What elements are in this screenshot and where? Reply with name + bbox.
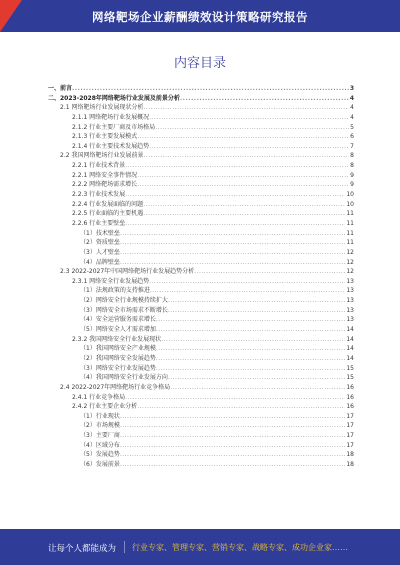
page-header [0,0,400,32]
toc-leader-dots [150,286,346,296]
toc-entry-page: 14 [346,335,354,343]
toc-entry-page: 13 [346,287,354,295]
toc-entry[interactable] [48,94,354,104]
toc-entry-text: 2.1.2 行业主要厂商及市场格局 [72,123,156,131]
toc-entry-page: 9 [350,171,354,179]
toc-entry-text: 2.1.3 行业主要发展模式 [72,133,138,141]
toc-entry-page: 17 [346,441,354,449]
toc-entry[interactable] [48,286,354,296]
toc-entry-page: 4 [350,104,354,112]
toc-leader-dots [149,142,349,152]
toc-entry[interactable] [48,354,354,364]
toc-entry-page: 12 [346,248,354,256]
toc-entry-text: 2.2 我国网络靶场行业发展前景 [60,152,144,160]
toc-entry-page: 4 [349,94,354,102]
toc-leader-dots [180,94,349,104]
toc-leader-dots [155,123,349,133]
toc-entry[interactable] [48,364,354,374]
toc-entry-page: 17 [346,412,354,420]
toc-entry-page: 11 [346,229,354,237]
toc-entry-page: 14 [346,354,354,362]
toc-entry[interactable] [48,190,354,200]
toc-leader-dots [137,402,345,412]
toc-entry-text: 2.2.1 行业技术背景 [72,162,126,170]
toc-leader-dots [125,161,349,171]
toc-entry-text: （6）发展前景 [80,460,120,468]
toc-entry-text: （5）网络安全人才需求增加 [80,326,156,334]
toc-entry[interactable] [48,277,354,287]
toc-entry-page: 6 [350,133,354,141]
toc-entry[interactable] [48,296,354,306]
toc-leader-dots [143,200,345,210]
toc-leader-dots [120,229,346,239]
page-footer [0,529,400,565]
toc-entry[interactable] [48,335,354,345]
toc-entry-text: （3）网络安全市场需求不断增长 [80,306,168,314]
toc-entry-page: 16 [346,393,354,401]
toc-leader-dots [137,171,349,181]
toc-entry-page: 18 [346,460,354,468]
toc-entry[interactable] [48,180,354,190]
toc-leader-dots [120,460,346,470]
toc-entry[interactable] [48,450,354,460]
toc-entry[interactable] [48,421,354,431]
toc-entry[interactable] [48,315,354,325]
toc-entry-text: （4）品牌壁垒 [80,258,120,266]
toc-entry-text: （1）法规政策的支持推进 [80,287,150,295]
toc-entry-page: 16 [346,403,354,411]
toc-entry[interactable] [48,113,354,123]
toc-leader-dots [170,383,345,393]
toc-entry[interactable] [48,306,354,316]
toc-entry[interactable] [48,84,354,94]
toc-leader-dots [120,248,346,258]
toc-entry-page: 12 [346,268,354,276]
toc-entry-text: （1）我国网络安全产业规模 [80,345,156,353]
toc-entry[interactable] [48,229,354,239]
toc-entry[interactable] [48,267,354,277]
toc-entry-text: （4）我国网络安全行业发展方向 [80,374,168,382]
toc-entry-text: （2）资质壁垒 [80,239,120,247]
toc-entry-page: 14 [346,345,354,353]
toc-entry-text: （5）发展趋势 [80,451,120,459]
toc-entry[interactable] [48,412,354,422]
toc-entry-text: 2.3.2 我国网络安全行业发展现状 [72,335,162,343]
toc-entry-text: 2.2.3 行业技术发展 [72,191,126,199]
toc-entry[interactable] [48,219,354,229]
toc-entry[interactable] [48,142,354,152]
toc-entry[interactable] [48,132,354,142]
toc-entry-text: 2.2.1 网络安全事件情况 [72,171,138,179]
toc-leader-dots [125,219,345,229]
toc-leader-dots [125,393,345,403]
toc-leader-dots [161,335,345,345]
toc-entry-page: 15 [346,374,354,382]
toc-entry-page: 9 [350,181,354,189]
toc-leader-dots [143,151,349,161]
toc-leader-dots [149,277,345,287]
toc-entry-text: （1）技术壁垒 [80,229,120,237]
toc-entry[interactable] [48,383,354,393]
toc-entry-page: 8 [350,162,354,170]
toc-entry-text: 2.1.4 行业主要技术发展趋势 [72,142,150,150]
toc-entry-text: 2.2.6 行业主要壁垒 [72,219,126,227]
toc-entry-page: 8 [350,152,354,160]
toc-entry[interactable] [48,200,354,210]
toc-entry-page: 12 [346,258,354,266]
toc-entry-text: （3）主要厂商 [80,432,120,440]
footer-slogan-right: 行业专家、管理专家、营销专家、战略专家、成功企业家…… [132,543,348,552]
toc-entry[interactable] [48,123,354,133]
toc-entry-page: 11 [346,239,354,247]
toc-entry-text: 2.2.2 网络靶场需求增长 [72,181,138,189]
toc-entry-page: 7 [350,142,354,150]
toc-entry-page: 3 [349,85,354,92]
toc-leader-dots [143,209,345,219]
toc-entry[interactable] [48,460,354,470]
toc-entry[interactable] [48,325,354,335]
toc-entry-page: 16 [346,383,354,391]
toc-leader-dots [120,412,346,422]
report-title: 网络靶场企业薪酬绩效设计策略研究报告 [92,10,308,24]
toc-entry-text: （2）我国网络安全发展趋势 [80,354,156,362]
toc-leader-dots [156,325,346,335]
toc-entry[interactable] [48,248,354,258]
toc-entry[interactable] [48,151,354,161]
toc-leader-dots [156,354,346,364]
toc-entry-page: 11 [346,219,354,227]
toc-entry[interactable] [48,441,354,451]
toc-entry-text: 2.1 网络靶场行业发展现状分析 [60,104,144,112]
toc-leader-dots [168,306,346,316]
toc-leader-dots [72,84,349,94]
toc-entry-text: 二、2023-2028年网络靶场行业发展及前景分析 [48,94,180,102]
toc-leader-dots [120,431,346,441]
toc-entry-text: 2.1.1 网络靶场行业发展概况 [72,113,150,121]
toc-entry[interactable] [48,161,354,171]
toc-entry-page: 10 [346,191,354,199]
toc-leader-dots [194,267,345,277]
toc-entry-page: 18 [346,451,354,459]
toc-entry-text: 2.3.1 网络安全行业发展趋势 [72,277,150,285]
toc-entry[interactable] [48,103,354,113]
toc-entry-page: 13 [346,316,354,324]
toc-entry-page: 15 [346,364,354,372]
toc-entry[interactable] [48,171,354,181]
toc-leader-dots [168,296,346,306]
toc-leader-dots [137,132,349,142]
toc-entry-text: （2）网络安全行业规模持续扩大 [80,297,168,305]
toc-entry-text: 2.4 2022-2027年网络靶场行业竞争格局 [60,383,171,391]
toc-entry-page: 11 [346,210,354,218]
toc-leader-dots [156,364,346,374]
toc-entry-page: 13 [346,297,354,305]
toc-entry-page: 4 [350,113,354,121]
toc-entry-page: 5 [350,123,354,131]
toc-entry-text: 2.4.2 行业主要企业分析 [72,403,138,411]
toc-entry-text: 2.4.1 行业竞争格局 [72,393,126,401]
toc-entry-page: 13 [346,277,354,285]
toc-entry[interactable] [48,209,354,219]
toc-leader-dots [156,344,346,354]
footer-divider [124,541,125,553]
toc-entry-text: （3）网络安全行业发展趋势 [80,364,156,372]
toc-entry-text: （4）区域分布 [80,441,120,449]
table-of-contents [48,84,354,470]
toc-entry[interactable] [48,431,354,441]
toc-leader-dots [120,421,346,431]
toc-entry-page: 17 [346,422,354,430]
toc-entry[interactable] [48,258,354,268]
toc-entry-text: （1）行业现状 [80,412,120,420]
toc-entry[interactable] [48,238,354,248]
footer-slogan-left: 让每个人都能成为 [48,544,117,554]
toc-entry-text: 一、前言 [48,85,73,92]
toc-leader-dots [120,450,346,460]
toc-entry-text: 2.2.4 行业发展面临的问题 [72,200,144,208]
toc-entry-text: （2）市场规模 [80,422,120,430]
toc-entry-text: （3）人才壁垒 [80,248,120,256]
toc-leader-dots [120,238,346,248]
toc-entry[interactable] [48,402,354,412]
toc-leader-dots [168,373,346,383]
toc-leader-dots [120,441,346,451]
toc-entry-text: （4）安全运营服务需求增长 [80,316,156,324]
toc-entry-page: 17 [346,432,354,440]
toc-entry-text: 2.2.5 行业面临的主要机遇 [72,210,144,218]
toc-heading: 内容目录 [173,56,226,71]
toc-entry[interactable] [48,373,354,383]
toc-leader-dots [137,180,349,190]
toc-leader-dots [156,315,346,325]
toc-entry-text: 2.3 2022-2027年中国网络靶场行业发展趋势分析 [60,268,195,276]
toc-entry-page: 10 [346,200,354,208]
toc-leader-dots [125,190,345,200]
toc-entry-page: 14 [346,326,354,334]
toc-leader-dots [143,103,349,113]
toc-leader-dots [120,258,346,268]
toc-leader-dots [149,113,349,123]
toc-entry[interactable] [48,393,354,403]
toc-entry[interactable] [48,344,354,354]
toc-entry-page: 13 [346,306,354,314]
